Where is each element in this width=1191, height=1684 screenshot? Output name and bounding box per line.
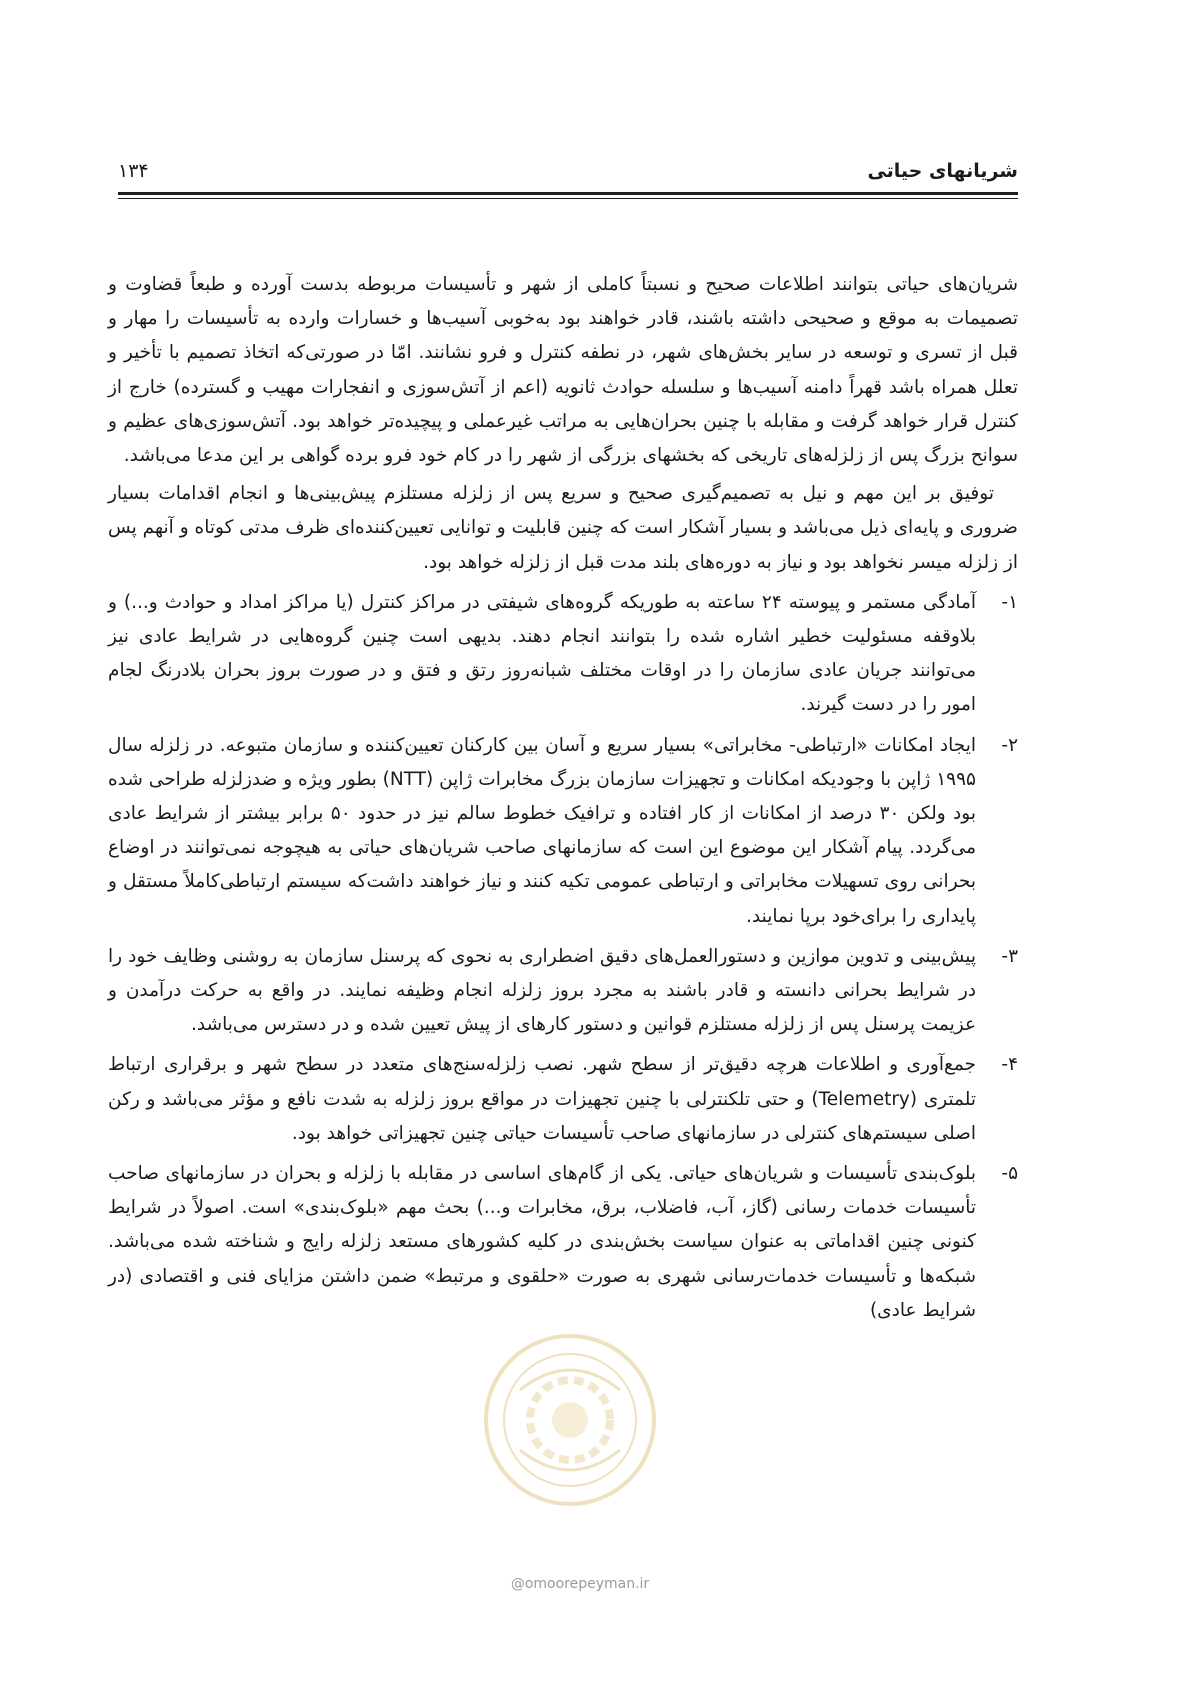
list-item-number: ۳- <box>1001 945 1018 967</box>
list-item-text: جمع‌آوری و اطلاعات هرچه دقیق‌تر از سطح شهر. نصب زلزله‌سنج‌های متعدد در سطح شهر و برقراری ارتباط تلمتری (Telemetry) و حتی تلکنترلی با چنین تجهیزات در مواقع بروز زلزله به شدت نافع و مؤثر می‌باشد و رکن اصلی سیستم‌های کنترلی در سازمانهای صاحب تأسیسات حیاتی چنین تجهیزاتی خواهد بود. <box>108 1054 976 1144</box>
list-item-text: بلوک‌بندی تأسیسات و شریان‌های حیاتی. یکی از گام‌های اساسی در مقابله با زلزله و بحران در سازمانهای صاحب تأسیسات خدمات رسانی (گاز، آب، فاضلاب، برق، مخابرات و...) بحث مهم «بلوک‌بندی» است. اصولاً در شرایط کنونی چنین اقداماتی به عنوان سیاست بخش‌بندی در کلیه کشورهای مستعد زلزله رایج و شناخته شده می‌باشد. شبکه‌ها و تأسیسات خدمات‌رسانی شهری به صورت «حلقوی و مرتبط» ضمن داشتن مزایای فنی و اقتصادی (در شرایط عادی) <box>108 1163 976 1321</box>
watermark-stamp-icon <box>480 1330 660 1510</box>
paragraph: شریان‌های حیاتی بتوانند اطلاعات صحیح و نسبتاً کاملی از شهر و تأسیسات مربوطه بدست آورده و طبعاً قضاوت و تصمیمات به موقع و صحیحی داشته باشند، قادر خواهند بود به‌خوبی آسیب‌ها و خسارات وارده به تأسیسات را مهار و قبل از تسری و توسعه در سایر بخش‌های شهر، در نطفه کنترل و فرو نشانند. امّا در صورتی‌که اتخاذ تصمیم با تأخیر و تعلل همراه باشد قهراً دامنه آسیب‌ها و سلسله حوادث ثانویه (اعم از آتش‌سوزی و انفجارات مهیب و گسترده) خارج از کنترل قرار خواهد گرفت و مقابله با چنین بحران‌هایی به مراتب غیرعملی و پیچیده‌تر خواهد بود. آتش‌سوزی‌های عظیم و سوانح بزرگ پس از زلزله‌های تاریخی که بخشهای بزرگی از شهر را در کام خود فرو برده گواهی بر این مدعا می‌باشد. <box>108 274 1018 467</box>
running-title: شریانهای حیاتی <box>867 160 1018 182</box>
list-item <box>108 940 1018 1043</box>
list-item-text: پیش‌بینی و تدوین موازین و دستورالعمل‌های دقیق اضطراری به نحوی که پرسنل سازمان به روشنی وظایف خود را در شرایط بحرانی دانسته و قادر باشند به مجرد بروز زلزله انجام وظیفه نمایند. در واقع به حرکت درآمدن و عزیمت پرسنل پس از زلزله مستلزم قوانین و دستور کارهای از پیش تعیین شده و در دسترس می‌باشد. <box>108 945 976 1036</box>
header-rule-thick <box>118 192 1018 195</box>
list-item <box>108 1048 1018 1151</box>
list-item-text: آمادگی مستمر و پیوسته ۲۴ ساعته به طوریکه گروه‌های شیفتی در مراکز کنترل (یا مراکز امداد و حوادث و...) و بلاوقفه مسئولیت خطیر اشاره شده را بتوانند انجام دهند. بدیهی است چنین گروه‌هایی در شرایط عادی نیز می‌توانند جریان عادی سازمان را در اوقات مختلف شبانه‌روز رتق و فتق و در صورت بروز بحران بلادرنگ لجام امور را در دست گیرند. <box>108 591 976 716</box>
paragraph: توفیق بر این مهم و نیل به تصمیم‌گیری صحیح و سریع پس از زلزله مستلزم پیش‌بینی‌ها و انجام اقدامات بسیار ضروری و پایه‌ای ذیل می‌باشد و بسیار آشکار است که چنین قابلیت و توانایی تعیین‌کننده‌ای ظرف مدتی کوتاه و آنهم پس از زلزله میسر نخواهد بود و نیاز به دوره‌های بلند مدت قبل از زلزله خواهد بود. <box>108 483 1018 573</box>
list-item <box>108 586 1018 723</box>
list-item-text: ایجاد امکانات «ارتباطی- مخابراتی» بسیار سریع و آسان بین کارکنان تعیین‌کننده و سازمان متبوعه. در زلزله سال ۱۹۹۵ ژاپن با وجودیکه امکانات و تجهیزات سازمان بزرگ مخابرات ژاپن (NTT) بطور ویژه و ضدزلزله طراحی شده بود ولکن ۳۰ درصد از امکانات از کار افتاده و ترافیک خطوط سالم نیز در حدود ۵۰ برابر بیشتر از شرایط عادی می‌گردد. پیام آشکار این موضوع این است که سازمانهای صاحب شریان‌های حیاتی به هیچوجه نمی‌توانند در اوضاع بحرانی روی تسهیلات مخابراتی و ارتباطی عمومی تکیه کنند و نیاز خواهند داشت‌که سیستم ارتباطی‌کاملاً مستقل و پایداری را برای‌خود برپا نمایند. <box>108 734 976 927</box>
list-item-number: ۲- <box>1001 734 1018 756</box>
watermark-url: @omoorepeyman.ir <box>510 1576 650 1592</box>
list-item <box>108 1157 1018 1328</box>
list-item <box>108 729 1018 934</box>
page-header <box>118 160 1018 192</box>
page-number: ۱۳۴ <box>118 160 149 182</box>
body-text <box>108 268 1018 1328</box>
list-item-number: ۱- <box>1001 591 1018 613</box>
header-rule-thin <box>118 198 1018 199</box>
list-item-number: ۴- <box>1001 1054 1018 1076</box>
list-item-number: ۵- <box>1001 1163 1018 1185</box>
